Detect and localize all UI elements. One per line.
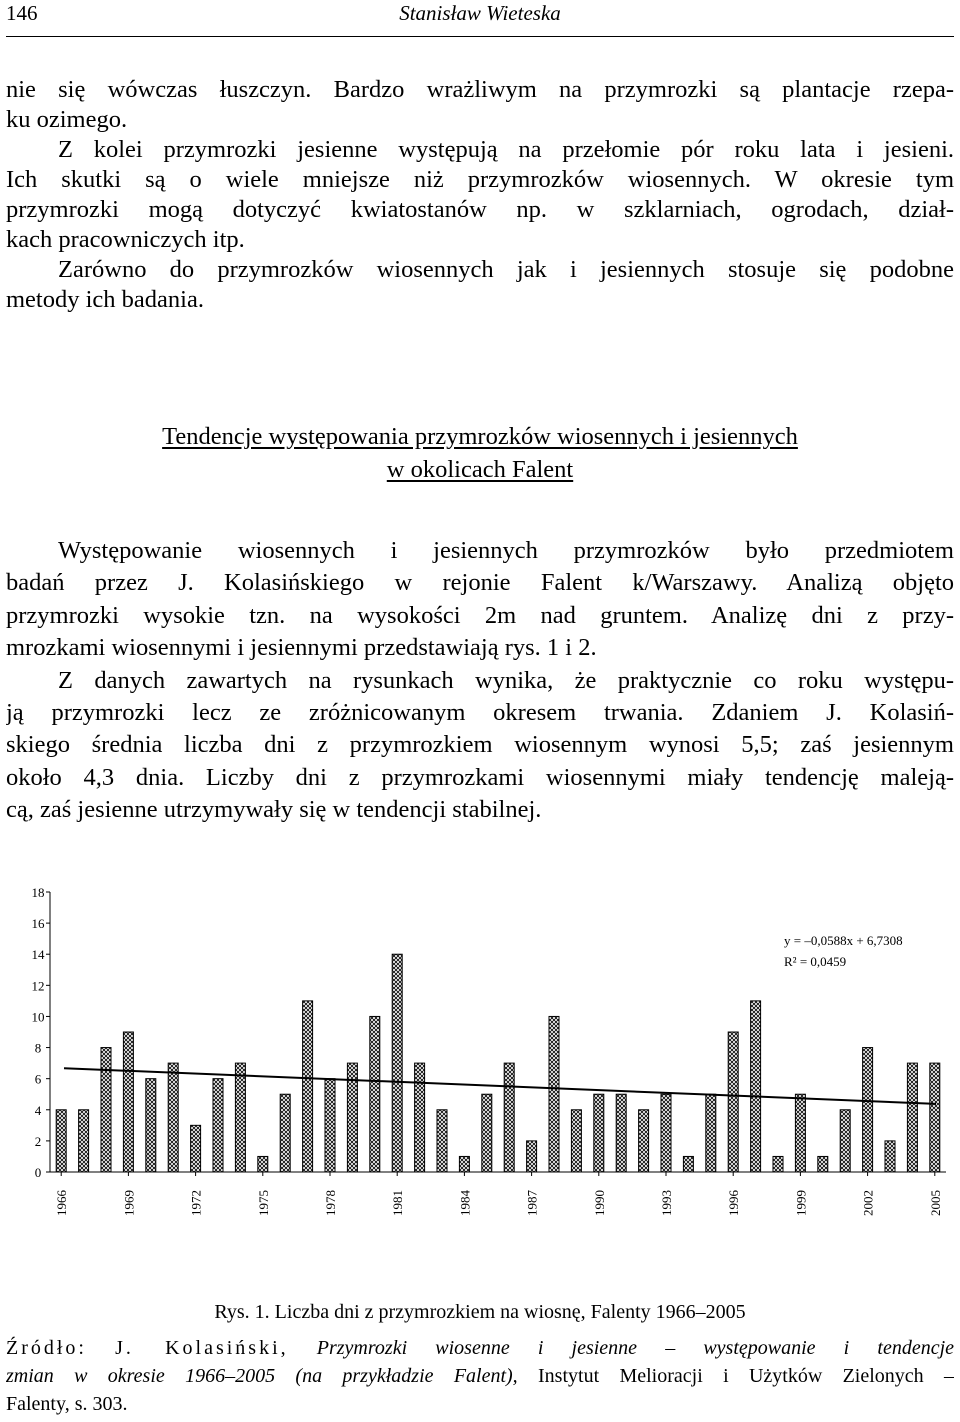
bar	[795, 1094, 805, 1172]
bar	[616, 1094, 626, 1172]
y-tick-label: 2	[34, 1133, 42, 1149]
text-line: Zarówno do przymrozków wiosennych jak i jesiennych stosuje się podobne	[58, 256, 954, 283]
bar	[773, 1156, 783, 1172]
x-tick-label: 2002	[860, 1190, 876, 1216]
bar	[191, 1125, 201, 1172]
x-tick-label: 1972	[188, 1190, 204, 1216]
bar	[392, 954, 402, 1172]
y-tick-label: 8	[34, 1040, 42, 1056]
section-heading-line: Tendencje występowania przymrozków wiosennych i jesiennych	[162, 423, 798, 450]
frost-days-bar-chart	[0, 870, 960, 1290]
x-tick-label: 1990	[591, 1190, 607, 1216]
text-line: kach pracowniczych itp.	[6, 226, 245, 253]
bar	[303, 1001, 313, 1172]
bar	[101, 1048, 111, 1172]
text-line: około 4,3 dnia. Liczby dni z przymrozkami wiosennymi miały tendencję maleją-	[6, 763, 954, 791]
text-line: przymrozki mogą dotyczyć kwiatostanów np. w szklarniach, ogrodach, dział-	[6, 196, 954, 223]
bar	[751, 1001, 761, 1172]
bar	[594, 1094, 604, 1172]
text-line: Z kolei przymrozki jesienne występują na przełomie pór roku lata i jesieni.	[58, 136, 954, 163]
text-line: ją przymrozki lecz ze zróżnicowanym okresem trwania. Zdaniem J. Kolasiń-	[6, 698, 954, 726]
intro-paragraphs	[6, 75, 954, 315]
x-tick-label: 1978	[323, 1190, 338, 1216]
bar	[482, 1094, 492, 1172]
body-paragraphs	[6, 535, 954, 827]
bar	[930, 1063, 940, 1172]
y-tick-label: 6	[34, 1071, 42, 1087]
text-line: badań przez J. Kolasińskiego w rejonie Falent k/Warszawy. Analizą objęto	[6, 569, 954, 597]
bar	[168, 1063, 178, 1172]
source-prefix: Źródło:	[6, 1337, 87, 1359]
figure-caption: Rys. 1. Liczba dni z przymrozkiem na wiosnę, Falenty 1966–2005	[214, 1301, 746, 1323]
x-tick-label: 1966	[54, 1190, 70, 1216]
text-line: Ich skutki są o wiele mniejsze niż przymrozków wiosennych. W okresie tym	[6, 166, 954, 193]
bar	[370, 1016, 380, 1172]
bar	[258, 1156, 268, 1172]
r2-label: R² = 0,0459	[784, 954, 847, 969]
source-title: Przymrozki wiosenne i jesienne – występowanie i tendencje	[316, 1337, 954, 1359]
text-line: przymrozki wysokie tzn. na wysokości 2m nad gruntem. Analizę dni z przy-	[6, 601, 954, 629]
section-heading	[0, 420, 960, 486]
bar	[235, 1063, 245, 1172]
bar	[571, 1110, 581, 1172]
page-number: 146	[6, 1, 38, 25]
y-tick-label: 4	[34, 1102, 42, 1118]
trend-line-path	[64, 1068, 936, 1104]
source-line	[6, 1362, 954, 1390]
bar	[885, 1141, 895, 1172]
x-tick-label: 1996	[726, 1190, 742, 1216]
y-tick-label: 14	[31, 947, 45, 963]
bar	[56, 1110, 66, 1172]
x-tick-label: 1975	[255, 1190, 271, 1216]
x-tick-label: 1987	[524, 1190, 540, 1216]
bar	[213, 1079, 223, 1172]
x-tick-label: 1993	[659, 1190, 674, 1216]
bar	[661, 1094, 671, 1172]
bar	[459, 1156, 469, 1172]
x-tick-label: 1984	[457, 1190, 473, 1216]
y-tick-label: 0	[34, 1165, 42, 1180]
x-tick-label: 2005	[927, 1190, 943, 1216]
bar	[79, 1110, 89, 1172]
x-axis	[50, 1172, 946, 1216]
text-line: Z danych zawartych na rysunkach wynika, że praktycznie co roku występu-	[58, 666, 954, 694]
x-tick-label: 1999	[793, 1190, 809, 1216]
regression-annotation	[784, 933, 903, 969]
text-line: ku ozimego.	[6, 106, 128, 133]
bar	[907, 1063, 917, 1172]
bar	[437, 1110, 447, 1172]
y-tick-label: 16	[31, 916, 45, 932]
bar	[527, 1141, 537, 1172]
text-line: Występowanie wiosennych i jesiennych przymrozków było przedmiotem	[58, 537, 954, 564]
text-line: nie się wówczas łuszczyn. Bardzo wrażliwym na przymrozki są plantacje rzepa-	[6, 76, 954, 103]
source-note	[6, 1334, 954, 1418]
bar	[415, 1063, 425, 1172]
bar	[280, 1094, 290, 1172]
bar	[863, 1048, 873, 1172]
y-axis	[32, 885, 51, 1180]
bar	[840, 1110, 850, 1172]
y-tick-label: 18	[31, 885, 45, 900]
source-publisher: Instytut Melioracji i Użytków Zielonych –	[517, 1365, 954, 1387]
bar	[549, 1016, 559, 1172]
bar	[706, 1094, 716, 1172]
text-line: skiego średnia liczba dni z przymrozkiem wiosennym wynosi 5,5; zaś jesiennym	[6, 731, 954, 759]
text-line: mrozkami wiosennymi i jesiennymi przedstawiają rys. 1 i 2.	[6, 634, 597, 662]
text-line: cą, zaś jesienne utrzymywały się w tendencji stabilnej.	[6, 796, 542, 824]
source-line	[6, 1334, 954, 1362]
bar	[639, 1110, 649, 1172]
bar	[818, 1156, 828, 1172]
x-tick-label: 1969	[121, 1190, 137, 1216]
bar	[325, 1079, 335, 1172]
bar	[146, 1079, 156, 1172]
section-heading-line: w okolicach Falent	[386, 456, 574, 483]
equation-label: y = –0,0588x + 6,7308	[784, 933, 903, 948]
bars	[56, 954, 940, 1172]
text-line: metody ich badania.	[6, 286, 204, 313]
source-pages: Falenty, s. 303.	[6, 1393, 128, 1415]
trend-line	[64, 1068, 936, 1104]
bar	[123, 1032, 133, 1172]
running-head-author: Stanisław Wieteska	[399, 1, 561, 25]
bar	[683, 1156, 693, 1172]
source-author: J. Kolasiński,	[115, 1337, 289, 1359]
y-tick-label: 12	[31, 978, 45, 994]
page-header	[6, 0, 954, 37]
bar	[728, 1032, 738, 1172]
x-tick-label: 1981	[390, 1190, 406, 1216]
bar	[504, 1063, 514, 1172]
y-tick-label: 10	[31, 1009, 45, 1025]
source-title-cont: zmian w okresie 1966–2005 (na przykładzie Falent),	[6, 1365, 518, 1387]
